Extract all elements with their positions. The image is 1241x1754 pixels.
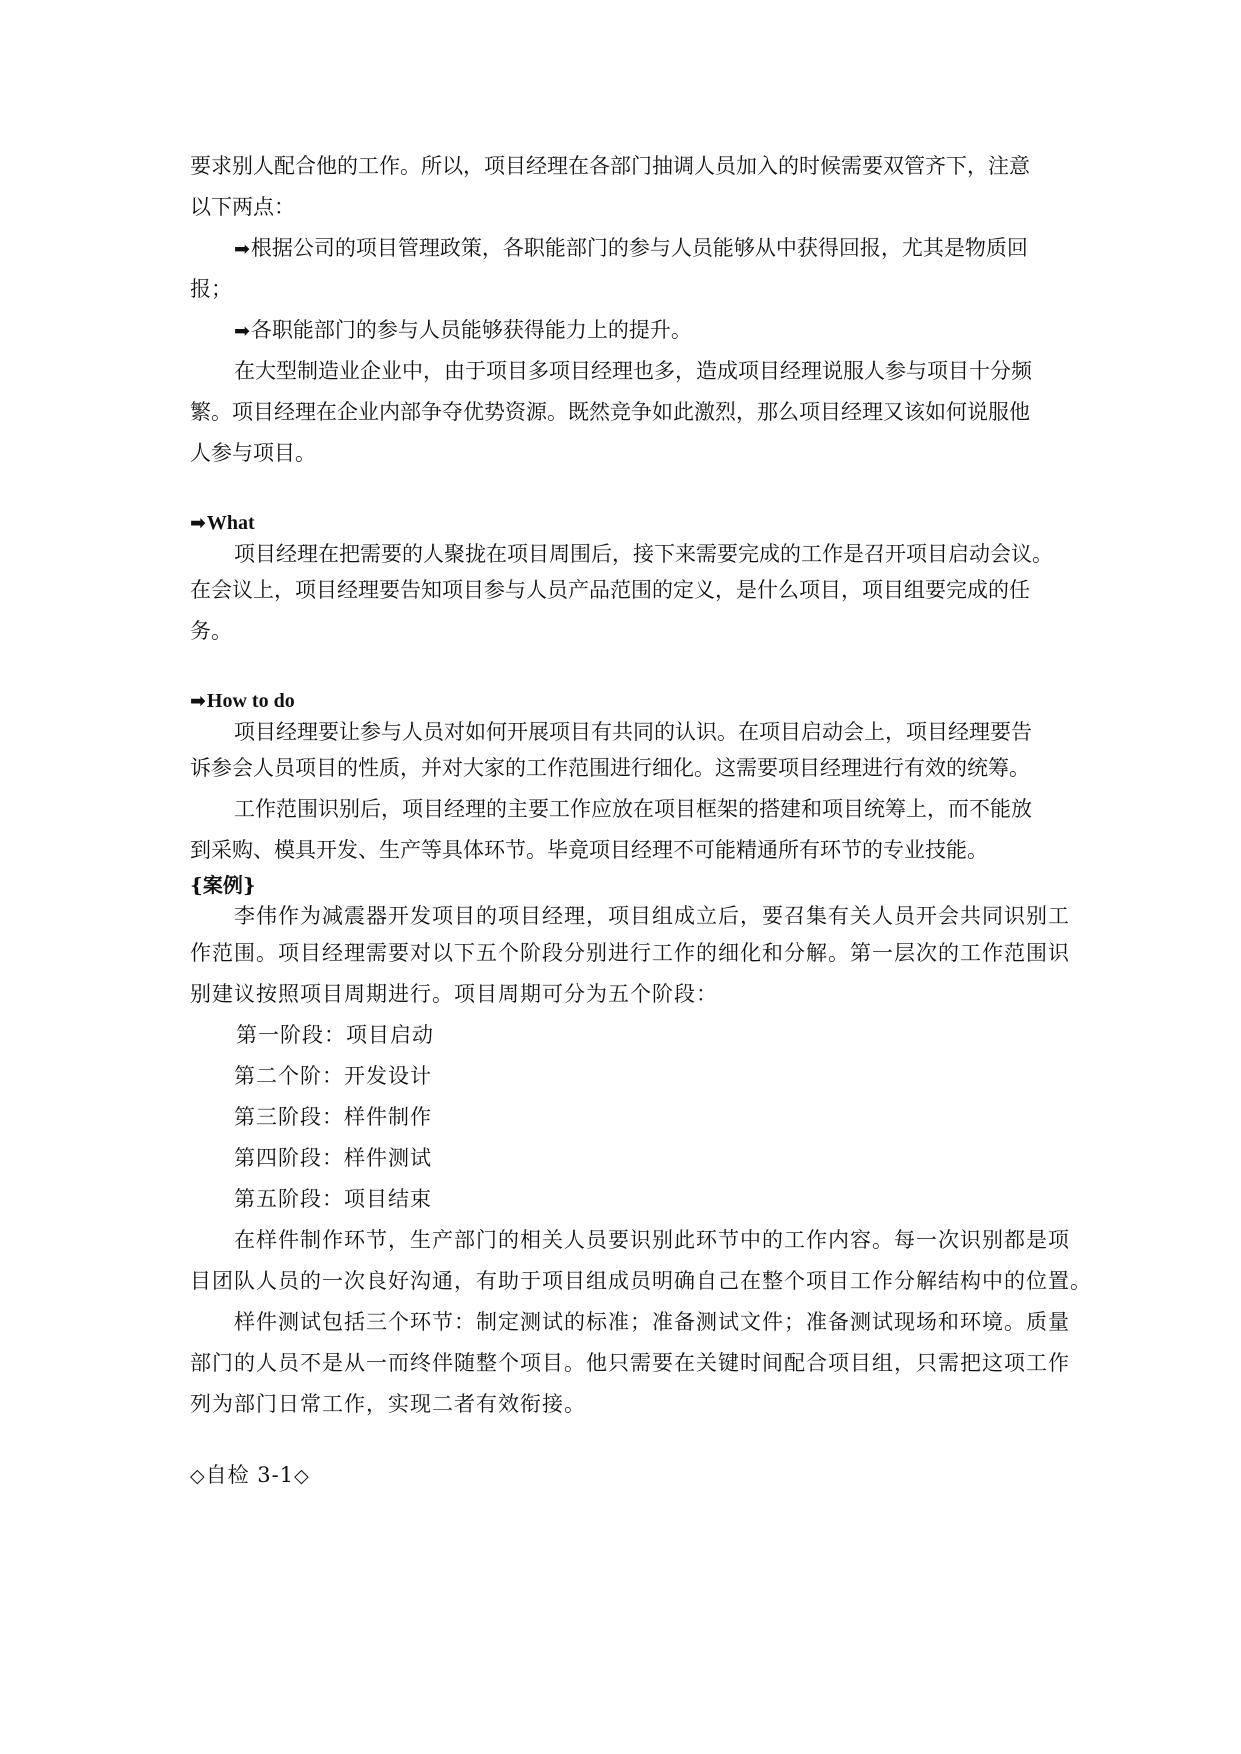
section-gap (190, 474, 1070, 508)
stage-item: 第二个阶：开发设计 (234, 1064, 432, 1088)
stage-item: 第一阶段：项目启动 (236, 1023, 434, 1047)
howto-p1-line-2: 诉参会人员项目的性质，并对大家的工作范围进行细化。这需要项目经理进行有效的统筹。 (190, 756, 1030, 780)
case-p2-line-1: 在样件制作环节，生产部门的相关人员要识别此环节中的工作内容。每一次识别都是项 (234, 1228, 1070, 1252)
howto-heading (190, 686, 1070, 716)
howto-p1-line-1: 项目经理要让参与人员对如何开展项目有共同的认识。在项目启动会上，项目经理要告 (234, 720, 1032, 744)
case-tag: {案例} (190, 873, 256, 897)
howto-p2-line-2: 到采购、模具开发、生产等具体环节。毕竟项目经理不可能精通所有环节的专业技能。 (190, 838, 988, 862)
bullet-2-line-1 (190, 310, 1070, 351)
self-check-text: 自检 3-1 (205, 1463, 295, 1487)
case-p3-line-3: 列为部门日常工作，实现二者有效衔接。 (190, 1392, 586, 1416)
what-heading (190, 508, 1070, 538)
arrow-right-icon: ➡ (190, 512, 206, 534)
diamond-icon: ◇ (190, 1465, 206, 1487)
stage-item: 第三阶段：样件制作 (234, 1105, 432, 1129)
case-p3-line-1: 样件测试包括三个环节：制定测试的标准；准备测试文件；准备测试现场和环境。质量 (234, 1310, 1070, 1334)
para-large-line-3: 人参与项目。 (190, 441, 316, 465)
what-heading-text: What (206, 512, 255, 534)
what-line-2: 在会议上，项目经理要告知项目参与人员产品范围的定义，是什么项目，项目组要完成的任 (190, 578, 1030, 602)
case-p2-line-2: 目团队人员的一次良好沟通，有助于项目组成员明确自己在整个项目工作分解结构中的位置。 (190, 1269, 1092, 1293)
para-large-line-1: 在大型制造业企业中，由于项目多项目经理也多，造成项目经理说服人参与项目十分频 (234, 359, 1032, 383)
stage-item: 第五阶段：项目结束 (234, 1187, 432, 1211)
howto-p2-line-1: 工作范围识别后，项目经理的主要工作应放在项目框架的搭建和项目统筹上，而不能放 (234, 797, 1032, 821)
intro-line-2: 以下两点： (190, 195, 295, 219)
stage-item: 第四阶段：样件测试 (234, 1146, 432, 1170)
diamond-icon: ◇ (294, 1465, 310, 1487)
bullet-1-line-2: 报； (190, 277, 232, 301)
arrow-right-icon: ➡ (190, 690, 206, 712)
case-p1-line-2: 作范围。项目经理需要对以下五个阶段分别进行工作的细化和分解。第一层次的工作范围识 (190, 941, 1070, 965)
intro-line-1: 要求别人配合他的工作。所以，项目经理在各部门抽调人员加入的时候需要双管齐下，注意 (190, 154, 1030, 178)
howto-heading-text: How to do (206, 690, 295, 712)
case-p3-line-2: 部门的人员不是从一而终伴随整个项目。他只需要在关键时间配合项目组，只需把这项工作 (190, 1351, 1070, 1375)
case-p1-line-3: 别建议按照项目周期进行。项目周期可分为五个阶段： (190, 982, 718, 1006)
section-gap (190, 1425, 1070, 1455)
case-p1-line-1: 李伟作为减震器开发项目的项目经理，项目组成立后，要召集有关人员开会共同识别工 (234, 904, 1070, 928)
arrow-right-icon: ➡ (234, 238, 250, 260)
what-line-1: 项目经理在把需要的人聚拢在项目周围后，接下来需要完成的工作是召开项目启动会议。 (234, 542, 1053, 566)
bullet-2-text: 各职能部门的参与人员能够获得能力上的提升。 (250, 318, 692, 342)
para-large-line-2: 繁。项目经理在企业内部争夺优势资源。既然竞争如此激烈，那么项目经理又该如何说服他 (190, 400, 1030, 424)
bullet-1-text: 根据公司的项目管理政策，各职能部门的参与人员能够从中获得回报，尤其是物质回 (250, 236, 1028, 260)
section-gap (190, 652, 1070, 686)
arrow-right-icon: ➡ (234, 320, 250, 342)
self-check-label (190, 1455, 1070, 1496)
bullet-1-line-1 (190, 228, 1070, 269)
document-body (190, 146, 1092, 1496)
what-line-3: 务。 (190, 619, 232, 643)
